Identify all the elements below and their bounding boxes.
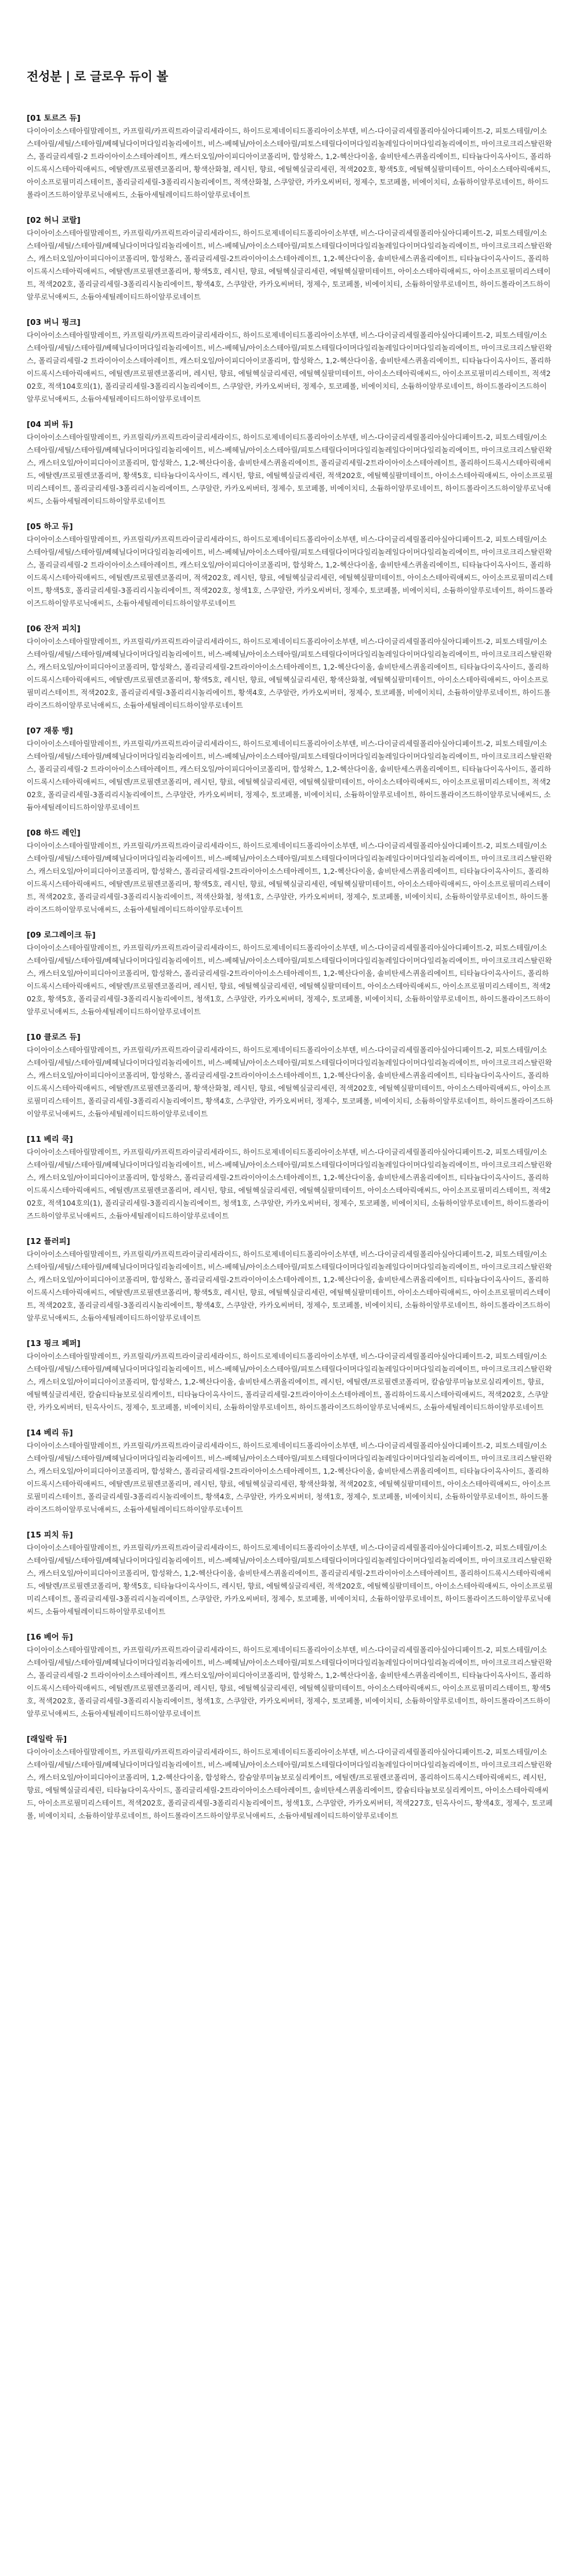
ingredient-list: 다이아이소스테아릴말레이트, 카프릴릭/카프릭트라이글리세라이드, 하이드로제네이티드폴리아이소부텐, 비스-다이글리세릴폴리아실아디페이트-2, 피토스테릴/이소스테아릴/세틸/스테아릴/베헤닐다이머다일리놀리에이트, 비스-베헤닐/아이소스테아릴/피토스테릴다이머다일리놀레일다이머다일리놀리에이트, 마이크로크리스탈린왁스, 캐스터오일/아이피디아이코폴리머, 합성왁스, 폴리글리세릴-2트라이아이소스테아레이트, 1,2-헥산다이올, 솔비탄세스퀴올리에이트, 티타늄다이옥사이드, 폴리하이드록시스테아릭애씨드, 에탈렌/프로필렌코폴리머, 황색5호, 레시틴, 향료, 에틸헥실글리세린, 황색산화철, 에틸헥실팔미테이트, 아이소스테아릭애씨드, 아이소프로필미리스테이트, 적색202호, 폴리글리세릴-3폴리리시놀리에이트, 황색4호, 스쿠알란, 카카오씨버터, 정제수, 토코페롤, 비에이치티, 소듐하이알루로네이트, 하이드롤라이즈드하이알루로닉애씨드, 소듐아세틸레이티드하이알루로네이트 xyxy=(27,637,552,710)
ingredient-section xyxy=(27,623,553,712)
ingredient-section xyxy=(27,1235,553,1325)
section-heading: [09 로그레이크 듀] xyxy=(27,931,96,940)
section-heading: [16 베어 듀] xyxy=(27,1633,73,1642)
section-heading: [07 재롱 뱅] xyxy=(27,726,73,736)
ingredient-section xyxy=(27,725,553,814)
ingredient-list: 다이아이소스테아릴말레이트, 카프릴릭/카프릭트라이글리세라이드, 하이드로제네이티드폴리아이소부텐, 비스-다이글리세릴폴리아실아디페이트-2, 피토스테릴/이소스테아릴/세틸/스테아릴/베헤닐다이머다일리놀리에이트, 비스-베헤닐/아이소스테아릴/피토스테릴다이머다일리놀레일다이머다일리놀리에이트, 마이크로크리스탈린왁스, 캐스터오일/아이피디아이코폴리머, 합성왁스, 1,2-헥산다이올, 솔비탄세스퀴올리에이트, 레시틴, 에틸렌/프로필렌코폴리머, 칼슘알루미늄보로실리케이트, 향료, 에틸헥실글리세린, 칼슘티타늄보로실리케이트, 티타늄다이옥사이드, 폴리글리세릴-2트라이아이소스테아레이트, 폴리하이드록시스테아릭애씨드, 적색202호, 스쿠알란, 카카오씨버터, 틴옥사이드, 정제수, 토코페롤, 비에이치티, 소듐하이알루로네이트, 하이드롤라이즈드하이알루로닉애씨드, 소듐아세틸레이티드하이알루로네이트 xyxy=(27,1352,552,1412)
section-heading: [05 하고 듀] xyxy=(27,522,73,531)
section-heading: [15 피치 듀] xyxy=(27,1531,73,1540)
ingredient-section xyxy=(27,520,553,610)
ingredient-section xyxy=(27,1031,553,1120)
ingredient-section xyxy=(27,214,553,303)
ingredient-list: 다이아이소스테아릴말레이트, 카프릴릭/카프릭트라이글리세라이드, 하이드로제네이티드폴리아이소부텐, 비스-다이글리세릴폴리아실아디페이트-2, 피토스테릴/이소스테아릴/세틸/스테아릴/베헤닐다이머다일리놀리에이트, 비스-베헤닐/아이소스테아릴/피토스테릴다이머다일리놀레일다이머다일리놀리에이트, 마이크로크리스탈린왁스, 캐스터오일/아이피디아이코폴리머, 합성왁스, 폴리글리세릴-2트라이아이소스테아레이트, 1,2-헥산다이올, 솔비탄세스퀴올리에이트, 티타늄다이옥사이드, 폴리하이드록시스테아릭애씨드, 에틸렌/프로필렌코폴리머, 레시틴, 향료, 에틸헥실글리세린, 에틸헥실팔미테이트, 아이소스테아릭애씨드, 아이소프로필미리스테이트, 적색202호, 적색104호의(1), 폴리글리세릴-3폴리리시놀리에이트, 청색1호, 스쿠알란, 카카오씨버터, 정제수, 토코페롤, 비에이치티, 소듐하이알루로네이트, 하이드롤라이즈드하이알루로닉애씨드, 소듐아세틸레이티드하이알루로네이트 xyxy=(27,1148,552,1220)
ingredient-section xyxy=(27,827,553,916)
section-heading: [08 하드 레인] xyxy=(27,828,81,838)
section-heading: [01 토르즈 듀] xyxy=(27,114,81,123)
ingredient-section xyxy=(27,1631,553,1720)
ingredient-list: 다이아이소스테아릴말레이트, 카프릴릭/카프릭트라이글리세라이드, 하이드로제네이티드폴리아이소부텐, 비스-다이글리세릴폴리아실아디페이트-2, 피토스테릴/이소스테아릴/세틸/스테아릴/베헤닐다이머다일리놀리에이트, 비스-베헤닐/아이소스테아릴/피토스테릴다이머다일리놀레일다이머다일리놀리에이트, 마이크로크리스탈린왁스, 폴리글리세릴-2 트라이아이소스테아레이트, 캐스터오일/아이피디아이코폴리머, 합성왁스, 1,2-헥산다이올, 솔비탄세스퀴올리에이트, 티타늄다이옥사이드, 폴리하이드록시스테아릭애씨드, 에틸렌/프로필렌코폴리머, 적색202호, 레시틴, 향료, 에틸헥실글리세린, 에틸헥실팔미테이트, 아이소스테아릭애씨드, 아이소프로필미리스테이트, 황색5호, 폴리글리세릴-3폴리리시놀리에이트, 적색202호, 청색1호, 스쿠알란, 카카오씨버터, 정제수, 토코페롤, 비에이치티, 소듐하이알루로네이트, 하이드롤라이즈드하이알루로닉애씨드, 소듐아세틸레이티드하이알루로네이트 xyxy=(27,535,553,607)
ingredient-list: 다이아이소스테아릴말레이트, 카프릴릭/카프릭트라이글리세라이드, 하이드로제네이티드폴리아이소부텐, 비스-다이글리세릴폴리아실아디페이트-2, 피토스테릴/이소스테아릴/세틸/스테아릴/베헤닐다이머다일리놀리에이트, 비스-베헤닐/아이소스테아릴/피토스테릴다이머다일리놀레일다이머다일리놀리에이트, 마이크로크리스탈린왁스, 폴리글리세릴-2 트라이아이소스테아레이트, 캐스터오일/아이피디아이코폴리머, 합성왁스, 1,2-헥산다이올, 솔비탄세스퀴올리에이트, 티타늄다이옥사이드, 폴리하이드록시스테아릭애씨드, 에탈렌/프로필렌코폴리머, 황색산화철, 레시틴, 향료, 에틸헥실글리세린, 적색202호, 황색5호, 에틸헥실팔미테이트, 아이소스테아릭애씨드, 아이소프로필미리스테이트, 폴리글리세릴-3폴리리시놀리에이트, 적색산화철, 스쿠알란, 카카오씨버터, 정제수, 토코페롤, 비에이치티, 쇼듐하이알루로네이트, 하이드롤라이즈드하이알루로닉애씨드, 소듐아세틸레이티드하이알루로네이트 xyxy=(27,126,552,199)
ingredient-section xyxy=(27,316,553,406)
section-heading: [래일락 듀] xyxy=(27,1735,67,1744)
ingredient-list: 다이아이소스테아릴말레이트, 카프릴릭/카프릭트라이글리세라이드, 하이드로제네이티드폴리아이소부텐, 비스-다이글리세릴폴리아실아디페이트-2, 피토스테릴/이소스테아릴/세틸/스테아릴/베헤닐다이머다일리놀리에이트, 비스-베헤닐/아이소스테아릴/피토스테릴다이머다일리놀레일다이머다일리놀리에이트, 마이크로크리스탈린왁스, 폴리글리세릴-2 트라이아이소스테아레이트, 캐스터오일/아이피디아이코폴리머, 합성왁스, 1,2-헥산다이올, 솔비탄세스퀴올리에이트, 티타늄다이옥사이드, 폴리하이드록시스테아릭애씨드, 에틸렌/프로필렌코폴리머, 레시틴, 향료, 에틸헥실글리세린, 에틸헥실팔미테이트, 아이소스테아릭애씨드, 아이소프로필미리스테이트, 적색202호, 폴리글리세릴-3폴리리시놀리에이트, 스쿠알란, 카카오씨버터, 정제수, 토코페롤, 비에이치티, 소듐하이알루로네이트, 하이드롤라이즈드하이알루로닉애씨드, 소듐아세틸레이티드하이알루로네이트 xyxy=(27,739,552,812)
ingredient-section xyxy=(27,1427,553,1516)
section-heading: [12 플러피] xyxy=(27,1237,70,1246)
page-title: 전성분 | 로 글로우 듀이 볼 xyxy=(27,70,168,84)
section-heading: [10 클로즈 듀] xyxy=(27,1033,81,1042)
ingredient-section xyxy=(27,1733,553,1822)
ingredient-list: 다이아이소스테아릴말레이트, 카프릴릭/카프릭트라이글리세라이드, 하이드로제네이티드폴리아이소부텐, 비스-다이글리세릴폴리아실아디페이트-2, 피토스테릴/이소스테아릴/세틸/스테아릴/베헤닐다이머다일리놀리에이트, 비스-베헤닐/아이소스테아릴/피토스테릴다이머다일리놀레일다이머다일리놀리에이트, 마이크로크리스탈린왁스, 캐스터오일/아이피디아이코폴리머, 합성왁스, 폴리글리세릴-2트라이아이소스테아레이트, 1,2-헥산다이올, 솔비탄세스퀴올리에이트, 티타늄다이옥사이드, 폴리하이드록시스테아릭애씨드, 에탈렌/프로필렌코폴리머, 레시틴, 향료, 에틸헥실글리세린, 에틸헥실팔미테이트, 아이소스테아릭애씨드, 아이소프로필미리스테이트, 적색202호, 황색5호, 폴리글리세릴-3폴리리시놀리에이트, 청색1호, 스쿠알란, 카카오씨버터, 정제수, 토코페롤, 비에이치티, 소듐하이알루로네이트, 하이드롤라이즈드하이알루로닉애씨드, 소듐아세틸레이티드하이알루로네이트 xyxy=(27,943,552,1016)
ingredient-list: 다이아이소스테아릴말레이트, 카프릴릭/카프릭트라이글리세라이드, 하이드로제네이티드폴리아이소부텐, 비스-다이글리세릴폴리아실아디페이트-2, 피토스테릴/이소스테아릴/세틸/스테아릴/베헤닐다이머다일리놀리에이트, 비스-베헤닐/아이소스테아릴/피토스테릴다이머다일리놀레일다이머다일리놀리에이트, 마이크로크리스탈린왁스, 폴리글리세릴-2 트라이아이소스테아레이트, 캐스터오일/아이피디아이코폴리머, 합성왁스, 1,2-헥산다이올, 솔비탄세스퀴올리에이트, 티타늄다이옥사이드, 폴리하이드록시스테아릭애씨드, 에틸렌/프로필렌코폴리머, 레시틴, 향료, 에틸헥실글리세린, 에틸헥실팔미테이트, 아이소스테아릭애씨드, 아이소프로필미리스테이트, 황색5호, 적색202호, 폴리글리세릴-3폴리리시놀리에이트, 청색1호, 스쿠알란, 카카오씨버터, 정제수, 토코페롤, 비에이치티, 소듐하이알루로네이트, 하이드롤라이즈드하이알루로닉애씨드, 소듐아세틸레이티드하이알루로네이트 xyxy=(27,1645,552,1718)
ingredient-list: 다이아이소스테아릴말레이트, 카프릴릭/카프릭트라이글리세라이드, 하이드로제네이티드폴리아이소부텐, 비스-다이글리세릴폴리아실아디페이트-2, 피토스테릴/이소스테아릴/세틸/스테아릴/베헤닐다이머다일리놀리에이트, 비스-베헤닐/아이소스테아릴/피토스테릴다이머다일리놀레일다이머다일리놀리에이트, 마이크로크리스탈린왁스, 캐스터오일/아이피디아이코폴리머, 합성왁스, 폴리글리세릴-2트라이아이소스테아레이트, 1,2-헥산다이올, 솔비탄세스퀴올리에이트, 티타늄다이옥사이드, 폴리하이드록시스테아릭애씨드, 에탈렌/프로필렌코폴리머, 황색5호, 레시틴, 향료, 에틸헥실글리세린, 에틸헥실팔미테이트, 아이소스테아릭애씨드, 아이소프로필미리스테이트, 적색202호, 폴리글리세릴-3폴리리시놀리에이트, 황색4호, 스쿠알란, 카카오씨버터, 정제수, 토코페롤, 비에이치티, 소듐하이알루로네이트, 하이드롤라이즈드하이알루로닉애씨드, 소듐아세틸레이티드하이알루로네이트 xyxy=(27,1250,552,1322)
section-heading: [13 핑크 페퍼] xyxy=(27,1339,81,1348)
ingredient-list: 다이아이소스테아릴말레이트, 카프릴릭/카프릭트라이글리세라이드, 하이드로제네이티드폴리아이소부텐, 비스-다이글리세릴폴리아실아디페이트-2, 피토스테릴/이소스테아릴/세틸/스테아릴/베헤닐다이머다일리놀리에이트, 비스-베헤닐/아이소스테아릴/피토스테릴다이머다일리놀레일다이머다일리놀리에이트, 마이크로크리스탈린왁스, 캐스터오일/아이피디아이코폴리머, 1,2-헥산다이올, 합성왁스, 칼슘알루미늄보로실리케이트, 에틸렌/프로필렌코폴리머, 폴리하이드록시스테아릭애씨드, 레시틴, 향료, 에틸헥실글리세린, 티타늄다이옥사이드, 폴리글리세릴-2트라이아이소스테아레이트, 솔비탄세스퀴올리에이트, 칼슘티타늄보로실리케이트, 아이소스테아릭애씨드, 아이소프로필미리스테이트, 적색202호, 폴리글리세릴-3폴리리시놀리에이트, 청색1호, 스쿠알란, 카카오씨버터, 적색227호, 틴옥사이드, 황색4호, 정제수, 토코페롤, 비에이치티, 소듐하이알루로네이트, 하이드롤라이즈드하이알루로닉애씨드, 소듐아세틸레이티드하이알루로네이트 xyxy=(27,1748,553,1820)
section-heading: [06 잔저 피치] xyxy=(27,624,81,634)
section-heading: [02 허니 코랄] xyxy=(27,216,81,225)
ingredient-list: 다이아이소스테아릴말레이트, 카프릴릭/카프릭트라이글리세라이드, 하이드로제네이티드폴리아이소부텐, 비스-다이글리세릴폴리아실아디페이트-2, 피토스테릴/이소스테아릴/세틸/스테아릴/베헤닐다이머다일리놀리에이트, 비스-베헤닐/아이소스테아릴/피토스테릴다이머다일리놀레일다이머다일리놀리에이트, 마이크로크리스탈린왁스, 캐스터오일/아이피디아이코폴리머, 합성왁스, 폴리글리세릴-2트라이아이소스테아레이트, 1,2-헥산다이올, 솔비탄세스퀴올리에이트, 티타늄다이옥사이드, 폴리하이드록시스테아릭애씨드, 에탈렌/프로필렌코폴리머, 황색5호, 레시틴, 향료, 에틸헥실글리세린, 에틸헥실팔미테이트, 아이소스테아릭애씨드, 아이소프로필미리스테이트, 적색202호, 폴리글리세릴-3폴리리시놀리에이트, 적색산화철, 청색1호, 스쿠알란, 카카오씨버터, 정제수, 토코페롤, 비에이치티, 소듐하이알루로네이트, 하이드롤라이즈드하이알루로닉애씨드, 소듐아세틸레이티드하이알루로네이트 xyxy=(27,841,552,914)
ingredient-list: 다이아이소스테아릴말레이트, 카프릴릭/카프릭트라이글리세라이드, 하이드로제네이티드폴리아이소부텐, 비스-다이글리세릴폴리아실아디페이트-2, 피토스테릴/이소스테아릴/세틸/스테아릴/베헤닐다이머다일리놀리에이트, 비스-베헤닐/아이소스테아릴/피토스테릴다이머다일리놀레일다이머다일리놀리에이트, 마이크로크리스탈린왁스, 캐스터오일/아이피디아이코폴리머, 합성왁스, 1,2-헥산다이올, 솔비탄세스퀴올리에이트, 폴리글리세릴-2트라이아이소스테아레이트, 폴리하이드록시스테아릭애씨드, 에탈렌/프로필렌코폴리머, 황색5호, 티타늄다이옥사이드, 레시틴, 향료, 에틸헥실글리세린, 적색202호, 에틸헥실팔미테이트, 아이소스테아릭애씨드, 아이소프로필미리스테이트, 폴리글리세릴-3폴리리시놀리에이트, 스쿠알란, 카카오씨버터, 정제수, 토코페롤, 비에이치티, 소듐하이알루로네이트, 하이드롤라이즈드하이알루로닉애씨드, 소듐아세틸레이티드하이알루로네이트 xyxy=(27,1543,553,1616)
ingredient-sections xyxy=(27,112,553,1822)
ingredient-list: 다이아이소스테아릴말레이트, 카프릴릭/카프릭트라이글리세라이드, 하이드로제네이티드폴리아이소부텐, 비스-다이글리세릴폴리아실아디페이트-2, 피토스테릴/이소스테아릴/세틸/스테아릴/베헤닐다이머다일리놀리에이트, 비스-베헤닐/아이소스테아릴/피토스테릴다이머다일리놀레일다이머다일리놀리에이트, 마이크로크리스탈린왁스, 캐스터오일/아이피디아이코폴리머, 합성왁스, 폴리글리세릴-2트라이아이소스테아레이트, 1,2-헥산다이올, 솔비탄세스퀴올리에이트, 티타늄다이옥사이드, 폴리하이드록시스테아릭애씨드, 에탈렌/프로필렌코폴리머, 황색산화철, 레시틴, 향료, 에틸헥실글리세린, 적색202호, 에틸헥실팔미테이트, 아이소스테아릭애씨드, 아이소프로필미리스테이트, 폴리글리세릴-3폴리리시놀리에이트, 황색4호, 스쿠알란, 카카오씨버터, 정제수, 토코페롤, 비에이치티, 소듐하이알루로네이트, 하이드롤라이즈드하이알루로닉애씨드, 소듐아세틸레이티드하이알루로네이트 xyxy=(27,1045,553,1118)
ingredient-section xyxy=(27,112,553,201)
ingredient-section xyxy=(27,1337,553,1414)
ingredient-section xyxy=(27,929,553,1018)
ingredient-list: 다이아이소스테아릴말레이트, 카프릴릭/카프릭트라이글리세라이드, 하이드로제네이티드폴리아이소부텐, 비스-다이글리세릴폴리아실아디페이트-2, 피토스테릴/이소스테아릴/세틸/스테아릴/베헤닐다이머다일리놀리에이트, 비스-베헤닐/아이소스테아릴/피토스테릴다이머다일리놀레일다이머다일리놀리에이트, 마이크로크리스탈린왁스, 캐스터오일/아이피디아이코폴리머, 합성왁스, 폴리글리세릴-2트라이아이소스테아레이트, 1,2-헥산다이올, 솔비탄세스퀴올리에이트, 티타늄다이옥사이드, 폴리하이드록시스테아릭애씨드, 에탈렌/프로필렌코폴리머, 레시틴, 향료, 에틸헥실글리세린, 황색산화철, 적색202호, 에틸헥실팔미테이트, 아이소스테아릭애씨드, 아이소프로필미리스테이트, 폴리글리세릴-3폴리리시놀리에이트, 황색4호, 스쿠알란, 카카오씨버터, 청색1호, 정제수, 토코페롤, 비에이치티, 소듐하이알루로네이트, 하이드롤라이즈드하이알루로닉애씨드, 소듐아세틸레이티드하이알루로네이트 xyxy=(27,1441,552,1514)
ingredient-list: 다이아이소스테아릴말레이트, 카프릴릭/카프릭트라이글리세라이드, 하이드로제네이티드폴리아이소부텐, 비스-다이글리세릴폴리아실아디페이트-2, 피토스테릴/이소스테아릴/세틸/스테아릴/베헤닐다이머다일리놀리에이트, 비스-베헤닐/아이소스테아릴/피토스테릴다이머다일리놀레일다이머다일리놀리에이트, 마이크로크리스탈린왁스, 폴리글리세릴-2 트라이아이소스테아레이트, 캐스터오일/아이피디아이코폴리머, 합성왁스, 1,2-헥산다이올, 솔비탄세스퀴올리에이트, 티타늄다이옥사이드, 폴리하이드록시스테아릭애씨드, 에틸렌/프로필렌코폴리머, 레시틴, 향료, 에틸헥실글리세린, 에틸헥실팔미테이트, 아이소스테아릭애씨드, 아이소프로필미리스테이트, 적색202호, 적색104호의(1), 폴리글리세릴-3폴리리시놀리에이트, 스쿠알란, 카카오씨버터, 정제수, 토코페롤, 비에이치티, 소듐하이알루로네이트, 하이드롤라이즈드하이알루로닉애씨드, 소듐아세틸레이티드하이알루로네이트 xyxy=(27,331,552,403)
section-heading: [14 베리 듀] xyxy=(27,1428,73,1438)
ingredient-list: 다이아이소스테아릴말레이트, 카프릴릭/카프릭트라이글리세라이드, 하이드로제네이티드폴리아이소부텐, 비스-다이글리세릴폴리아실아디페이트-2, 피토스테릴/이소스테아릴/세틸/스테아릴/베헤닐다이머다일리놀리에이트, 비스-베헤닐/아이소스테아릴/피토스테릴다이머다일리놀레일다이머다일리놀리에이트, 마이크로크리스탈린왁스, 캐스터오일/아이피디아이코폴리머, 합성왁스, 1,2-헥산다이올, 솔비탄세스퀴올리에이트, 폴리글리세릴-2트라이아이소스테아레이트, 폴리하이드록시스테아릭애씨드, 에탈렌/프로필렌코폴리머, 황색5호, 티타늄다이옥사이드, 레시틴, 향료, 에틸헥실글리세린, 적색202호, 에틸헥실팔미테이트, 아이소스테아릭애씨드, 아이소프로필미리스테이트, 폴리글리세릴-3폴리리시놀리에이트, 스쿠알란, 카카오씨버터, 정제수, 토코페롤, 비에이치티, 소듐하이알루로네이트, 하이드롤라이즈드하이알루로닉애씨드, 소듐아세틸레이티드하이알루로네이트 xyxy=(27,433,553,505)
section-heading: [11 베리 쿡] xyxy=(27,1135,73,1144)
section-heading: [04 피버 듀] xyxy=(27,420,73,429)
ingredient-list: 다이아이소스테아릴말레이트, 카프릴릭/카프릭트라이글리세라이드, 하이드로제네이티드폴리아이소부텐, 비스-다이글리세릴폴리아실아디페이트-2, 피토스테릴/이소스테아릴/세틸/스테아릴/베헤닐다이머다일리놀리에이트, 비스-베헤닐/아이소스테아릴/피토스테릴다이머다일리놀레일다이머다일리놀리에이트, 마이크로크리스탈린왁스, 캐스터오일/아이피디아이코폴리머, 합성왁스, 폴리글리세릴-2트라이아이소스테아레이트, 1,2-헥산다이올, 솔비탄세스퀴올리에이트, 티타늄다이옥사이드, 폴리하이드록시스테아릭애씨드, 에탈렌/프로필렌코폴리머, 황색5호, 레시틴, 향료, 에틸헥실글리세린, 에틸헥실팔미테이트, 아이소스테아릭애씨드, 아이소프로필미리스테이트, 적색202호, 폴리글리세릴-3폴리리시놀리에이트, 황색4호, 스쿠알란, 카카오씨버터, 정제수, 토코페롤, 비에이치티, 소듐하이알루로네이트, 하이드롤라이즈드하이알루로닉애씨드, 소듐아세틸레이티드하이알루로네이트 xyxy=(27,229,552,301)
ingredient-section xyxy=(27,418,553,508)
section-heading: [03 버니 핑크] xyxy=(27,318,81,327)
ingredient-section xyxy=(27,1529,553,1618)
ingredient-section xyxy=(27,1133,553,1222)
